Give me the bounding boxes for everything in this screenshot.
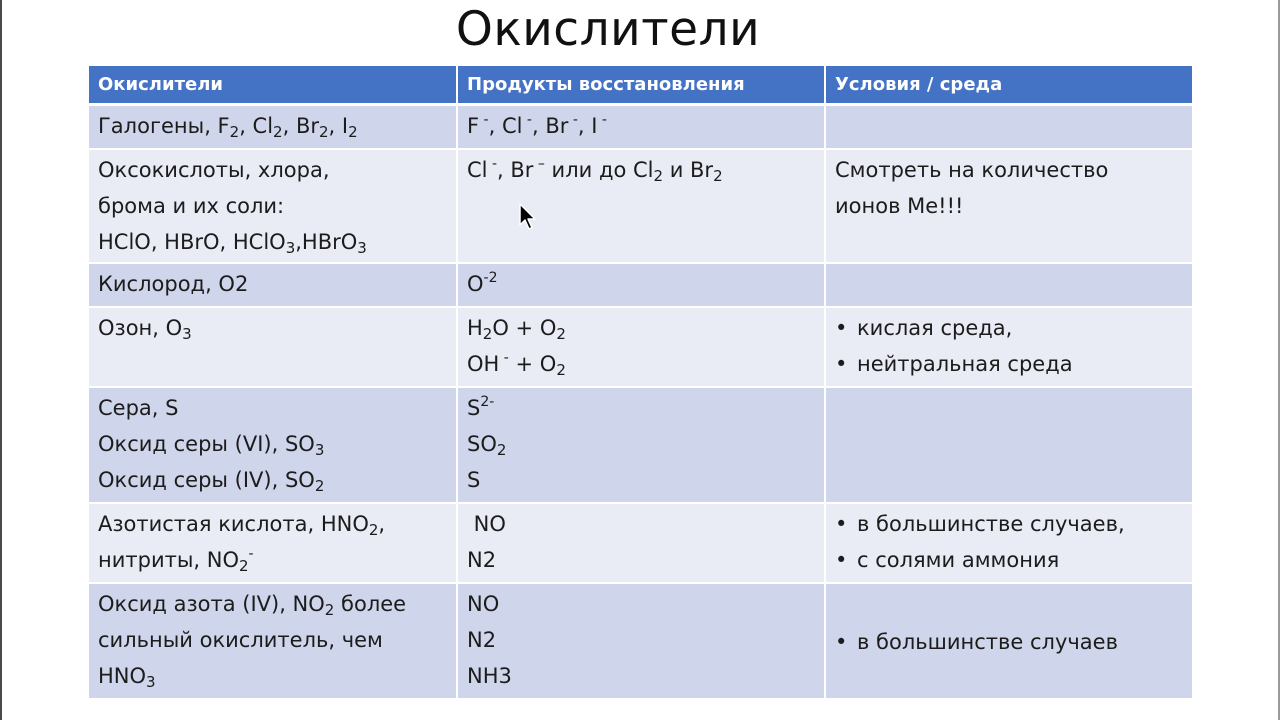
header-conditions: Условия / среда	[825, 66, 1192, 105]
cell-conditions	[825, 263, 1192, 307]
cell-conditions	[825, 105, 1192, 149]
cell-products: $H_2O + O_2$ OH $^- + O_2$	[457, 307, 825, 387]
cell-oxidant: Оксокислоты, хлора, брома и их соли: HClO, HBrO, HClO$_3$,HBrO$_3$	[89, 149, 457, 263]
cell-oxidant: Озон, $O_3$	[89, 307, 457, 387]
bullet-item: • нейтральная среда	[835, 346, 1183, 382]
cell-products: F -, Cl -, Br -, I -	[457, 105, 825, 149]
cell-products: Cl -, Br – или до $Cl_2$ и $Br_2$	[457, 149, 825, 263]
table-row-nitrous-acid	[89, 503, 1192, 583]
cell-oxidant: Оксид азота (IV), $NO_2$ более сильный окислитель, чем $HNO_3$	[89, 583, 457, 699]
table-row-halogens	[89, 105, 1192, 149]
cell-conditions: Смотреть на количество ионов Ме!!!	[825, 149, 1192, 263]
bullet-item: • кислая среда,	[835, 310, 1183, 346]
table-row-oxygen	[89, 263, 1192, 307]
table-row-ozone	[89, 307, 1192, 387]
window-left-edge	[0, 0, 2, 720]
table-row-oxoacids	[89, 149, 1192, 263]
cell-conditions	[825, 307, 1192, 387]
cell-oxidant: Кислород, О2	[89, 263, 457, 307]
oxidants-table	[89, 66, 1192, 700]
cell-oxidant: Галогены, $F_2$, $Cl_2$, $Br_2$, $I_2$	[89, 105, 457, 149]
table-row-nitrogen-dioxide	[89, 583, 1192, 699]
cell-products: NO N2	[457, 503, 825, 583]
mouse-pointer-icon	[519, 203, 537, 231]
cell-oxidant: Азотистая кислота, $HNO_2$, нитриты, $NO_2^-$	[89, 503, 457, 583]
cell-conditions	[825, 387, 1192, 503]
cell-products: NO N2 NH3	[457, 583, 825, 699]
slide-title: Окислители	[455, 2, 761, 57]
table-row-sulfur	[89, 387, 1192, 503]
cell-products: $S^{2-}$ $SO_2$ S	[457, 387, 825, 503]
bullet-item: • в большинстве случаев	[835, 624, 1183, 660]
bullet-item: • в большинстве случаев,	[835, 506, 1183, 542]
cell-conditions	[825, 583, 1192, 699]
table-header-row	[89, 66, 1192, 105]
cell-conditions	[825, 503, 1192, 583]
cell-products: $O^{-2}$	[457, 263, 825, 307]
cell-oxidant: Сера, S Оксид серы (VI), $SO_3$ Оксид серы (IV), $SO_2$	[89, 387, 457, 503]
header-products: Продукты восстановления	[457, 66, 825, 105]
bullet-item: • с солями аммония	[835, 542, 1183, 578]
header-oxidants: Окислители	[89, 66, 457, 105]
